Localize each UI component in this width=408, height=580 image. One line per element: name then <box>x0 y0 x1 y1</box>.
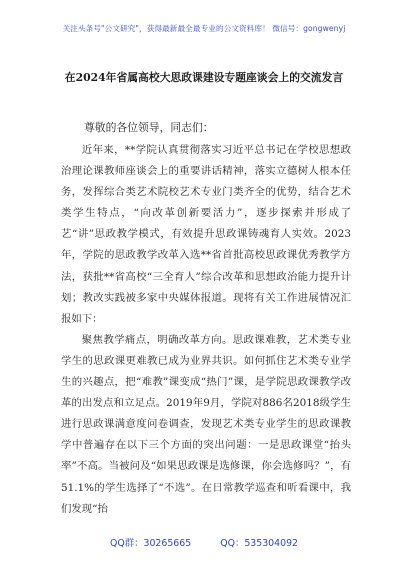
header-promo-note: 关注头条号"公文研究"，获得最新最全最专业的公文资料库！ 微信号：gongwenyj <box>62 24 346 33</box>
salutation: 尊敬的各位领导，同志们： <box>84 121 214 134</box>
document-title: 在2024年省属高校大思政课建设专题座谈会上的交流发言 <box>64 71 344 84</box>
document-body <box>61 140 351 520</box>
footer-qq-group: QQ群：30265665 <box>109 538 192 549</box>
footer-contact <box>0 535 408 549</box>
paragraph-intro: 近年来，**学院认真贯彻落实习近平总书记在学校思想政治理论课教师座谈会上的重要讲话精神，落实立德树人根本任务，发挥综合类艺术院校艺术专业门类齐全的优势，结合艺术类学生特点，“向改革创新要活力”，逐步探索并形成了艺“讲”思政教学模式，有效提升思政课铸魂育人实效。2023年，学院的思政教学改革入选**省首批高校思政课优秀教学方法，获批**省高校“三全育人”综合改革和思想政治能力提升计划；教改实践被多家中央媒体报道。现将有关工作进展情况汇报如下： <box>61 144 351 325</box>
paragraph-teaching-pain-points: 聚焦教学痛点，明确改革方向。思政课难教，艺术类专业学生的思政课更难教已成为业界共识。如何抓住艺术类专业学生的兴趣点，把“难教”课变成“热门”课，是学院思政课教学改革的出发点和立足点。2019年9月，学院对886名2018级学生进行思政课满意度问卷调查，发现艺术类专业学生的思政课教学中普遍存在以下三个方面的突出问题：一是思政课堂“抬头率”不高。当被问及“如果思政课是选修课，你会选修吗？”，有51.1%的学生选择了“不选”。在日常教学巡查和听看课中，我们发现“抬 <box>61 333 351 515</box>
footer-qq-number: QQ：535304092 <box>220 538 299 549</box>
